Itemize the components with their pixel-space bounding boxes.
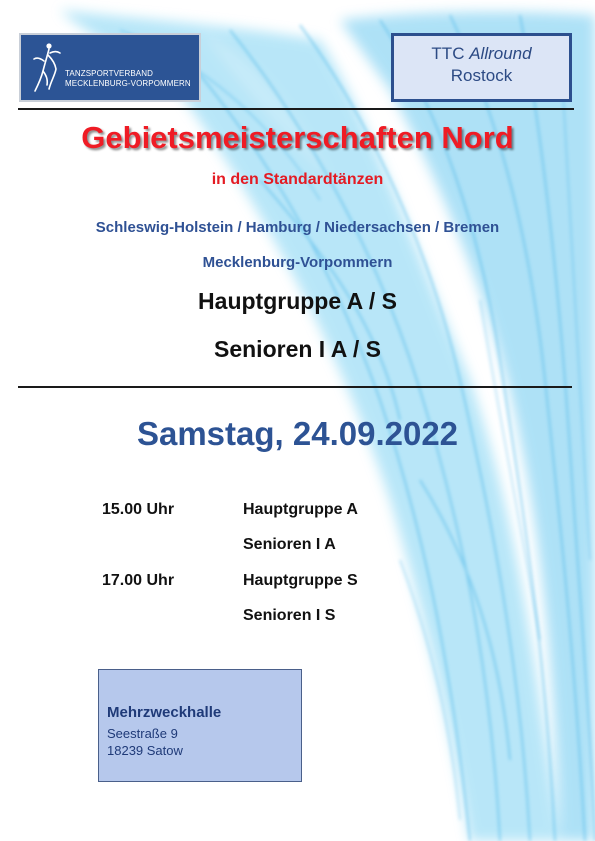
schedule-class: Senioren I S — [243, 607, 336, 624]
club-city: Rostock — [450, 66, 513, 85]
federation-name-line1: TANZSPORTVERBAND — [65, 69, 153, 78]
schedule-time: 17.00 Uhr — [102, 572, 175, 589]
venue-box — [98, 669, 302, 782]
divider-top — [18, 108, 574, 110]
club-box — [391, 33, 572, 102]
schedule-class: Hauptgruppe S — [243, 572, 358, 589]
group-line-2: Senioren I A / S — [214, 336, 381, 362]
main-title: Gebietsmeisterschaften Nord — [81, 120, 514, 155]
club-prefix: TTC — [431, 44, 465, 63]
club-name — [394, 43, 569, 65]
schedule-class: Senioren I A — [243, 536, 336, 553]
venue-street: Seestraße 9 — [107, 726, 178, 741]
venue-name: Mehrzweckhalle — [107, 704, 222, 721]
divider-middle — [18, 386, 572, 388]
regions-line-2: Mecklenburg-Vorpommern — [202, 254, 393, 271]
federation-name — [65, 69, 191, 89]
subtitle: in den Standardtänzen — [211, 171, 384, 188]
federation-name-line2: MECKLENBURG-VORPOMMERN — [65, 79, 191, 88]
regions-line-1: Schleswig-Holstein / Hamburg / Niedersachsen / Bremen — [95, 219, 500, 236]
club-name-italic: Allround — [469, 44, 532, 63]
schedule-class: Hauptgruppe A — [243, 501, 358, 518]
schedule-time: 15.00 Uhr — [102, 501, 175, 518]
event-date: Samstag, 24.09.2022 — [136, 415, 459, 452]
venue-city: 18239 Satow — [107, 743, 183, 758]
federation-logo — [19, 33, 201, 102]
group-line-1: Hauptgruppe A / S — [198, 288, 397, 314]
dancing-couple-icon — [29, 41, 65, 95]
